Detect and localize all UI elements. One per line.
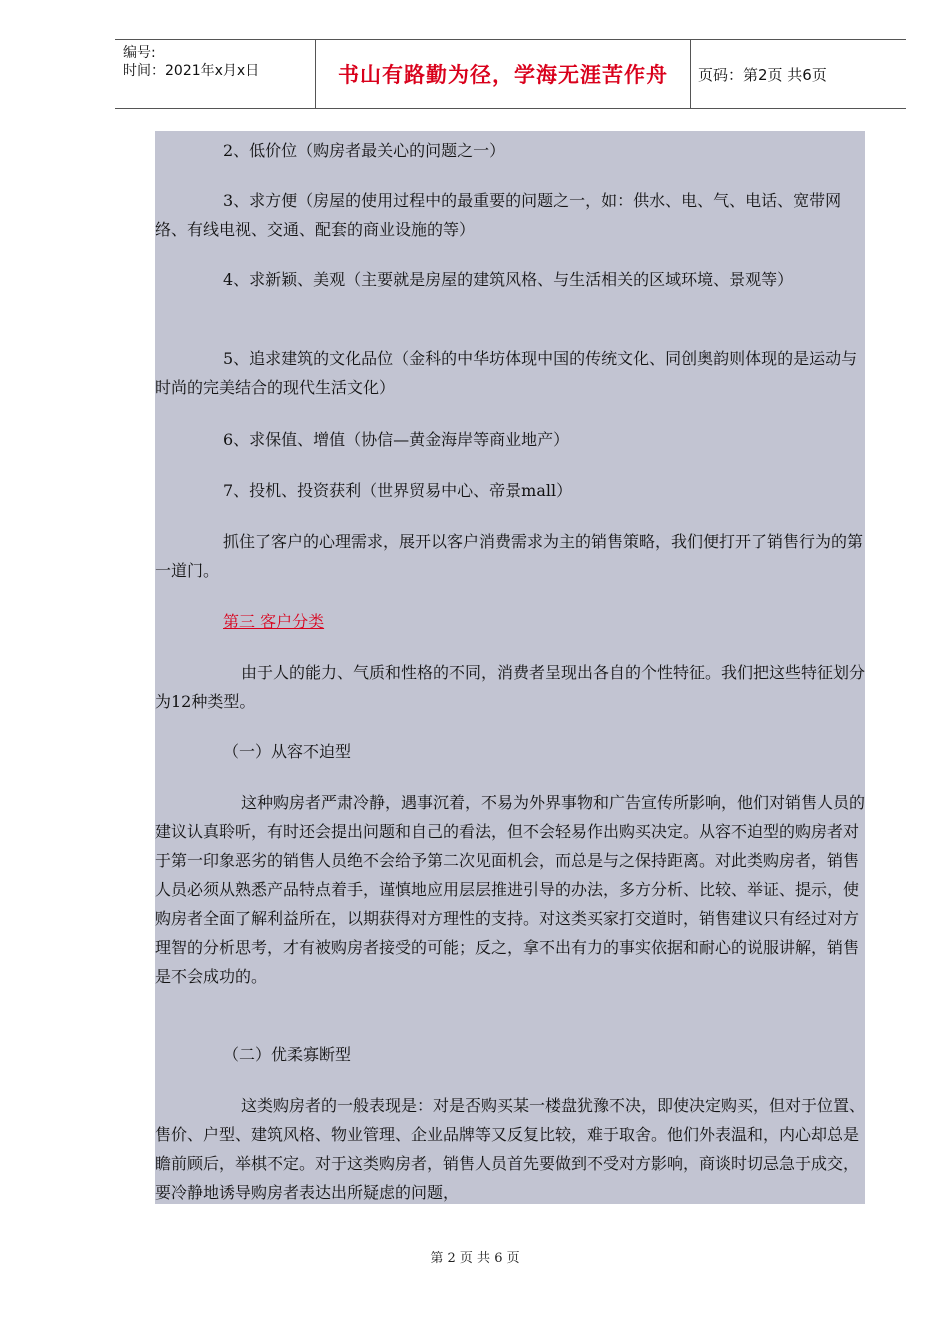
section-heading-text: 第三 客户分类 <box>223 612 325 631</box>
paragraph: 5、追求建筑的文化品位（金科的中华坊体现中国的传统文化、同创奥韵则体现的是运动与时尚的完美结合的现代生活文化） <box>155 349 858 397</box>
paragraph: 由于人的能力、气质和性格的不同，消费者呈现出各自的个性特征。我们把这些特征划分为12种类型。 <box>155 663 866 711</box>
document-body <box>155 131 865 1204</box>
subheading: （二）优柔寡断型 <box>223 1045 352 1064</box>
header-page-label: 页码：第2页 共6页 <box>698 65 827 84</box>
header-meta <box>115 40 315 108</box>
paragraph: 6、求保值、增值（协信—黄金海岸等商业地产） <box>223 430 570 449</box>
page-header <box>115 39 906 109</box>
paragraph: 7、投机、投资获利（世界贸易中心、帝景mall） <box>223 481 573 500</box>
paragraph: 3、求方便（房屋的使用过程中的最重要的问题之一，如：供水、电、气、电话、宽带网络、有线电视、交通、配套的商业设施的等） <box>155 191 842 239</box>
paragraph: 这种购房者严肃冷静，遇事沉着，不易为外界事物和广告宣传所影响，他们对销售人员的建议认真聆听，有时还会提出问题和自己的看法，但不会轻易作出购买决定。从容不迫型的购房者对于第一印象恶劣的销售人员绝不会给予第二次见面机会，而总是与之保持距离。对此类购房者，销售人员必须从熟悉产品特点着手，谨慎地应用层层推进引导的办法，多方分析、比较、举证、提示，使购房者全面了解利益所在，以期获得对方理性的支持。对这类买家打交道时，销售建议只有经过对方理智的分析思考，才有被购房者接受的可能；反之，拿不出有力的事实依据和耐心的说服讲解，销售是不会成功的。 <box>155 793 866 986</box>
paragraph: 抓住了客户的心理需求，展开以客户消费需求为主的销售策略，我们便打开了销售行为的第一道门。 <box>155 532 864 580</box>
time-label: 时间：2021年x月x日 <box>123 63 260 79</box>
page-footer: 第 2 页 共 6 页 <box>430 1251 520 1266</box>
paragraph: 这类购房者的一般表现是：对是否购买某一楼盘犹豫不决，即使决定购买，但对于位置、售价、户型、建筑风格、物业管理、企业品牌等又反复比较，难于取舍。他们外表温和，内心却总是瞻前顾后，举棋不定。对于这类购房者，销售人员首先要做到不受对方影响，商谈时切忌急于成交，要冷静地诱导购房者表达出所疑虑的问题， <box>155 1096 866 1202</box>
serial-label: 编号: <box>123 45 156 61</box>
subheading: （一）从容不迫型 <box>223 742 352 761</box>
paragraph: 4、求新颖、美观（主要就是房屋的建筑风格、与生活相关的区域环境、景观等） <box>223 270 794 289</box>
paragraph: 2、低价位（购房者最关心的问题之一） <box>223 141 506 160</box>
header-motto: 书山有路勤为径，学海无涯苦作舟 <box>315 40 691 108</box>
section-heading <box>155 607 865 636</box>
